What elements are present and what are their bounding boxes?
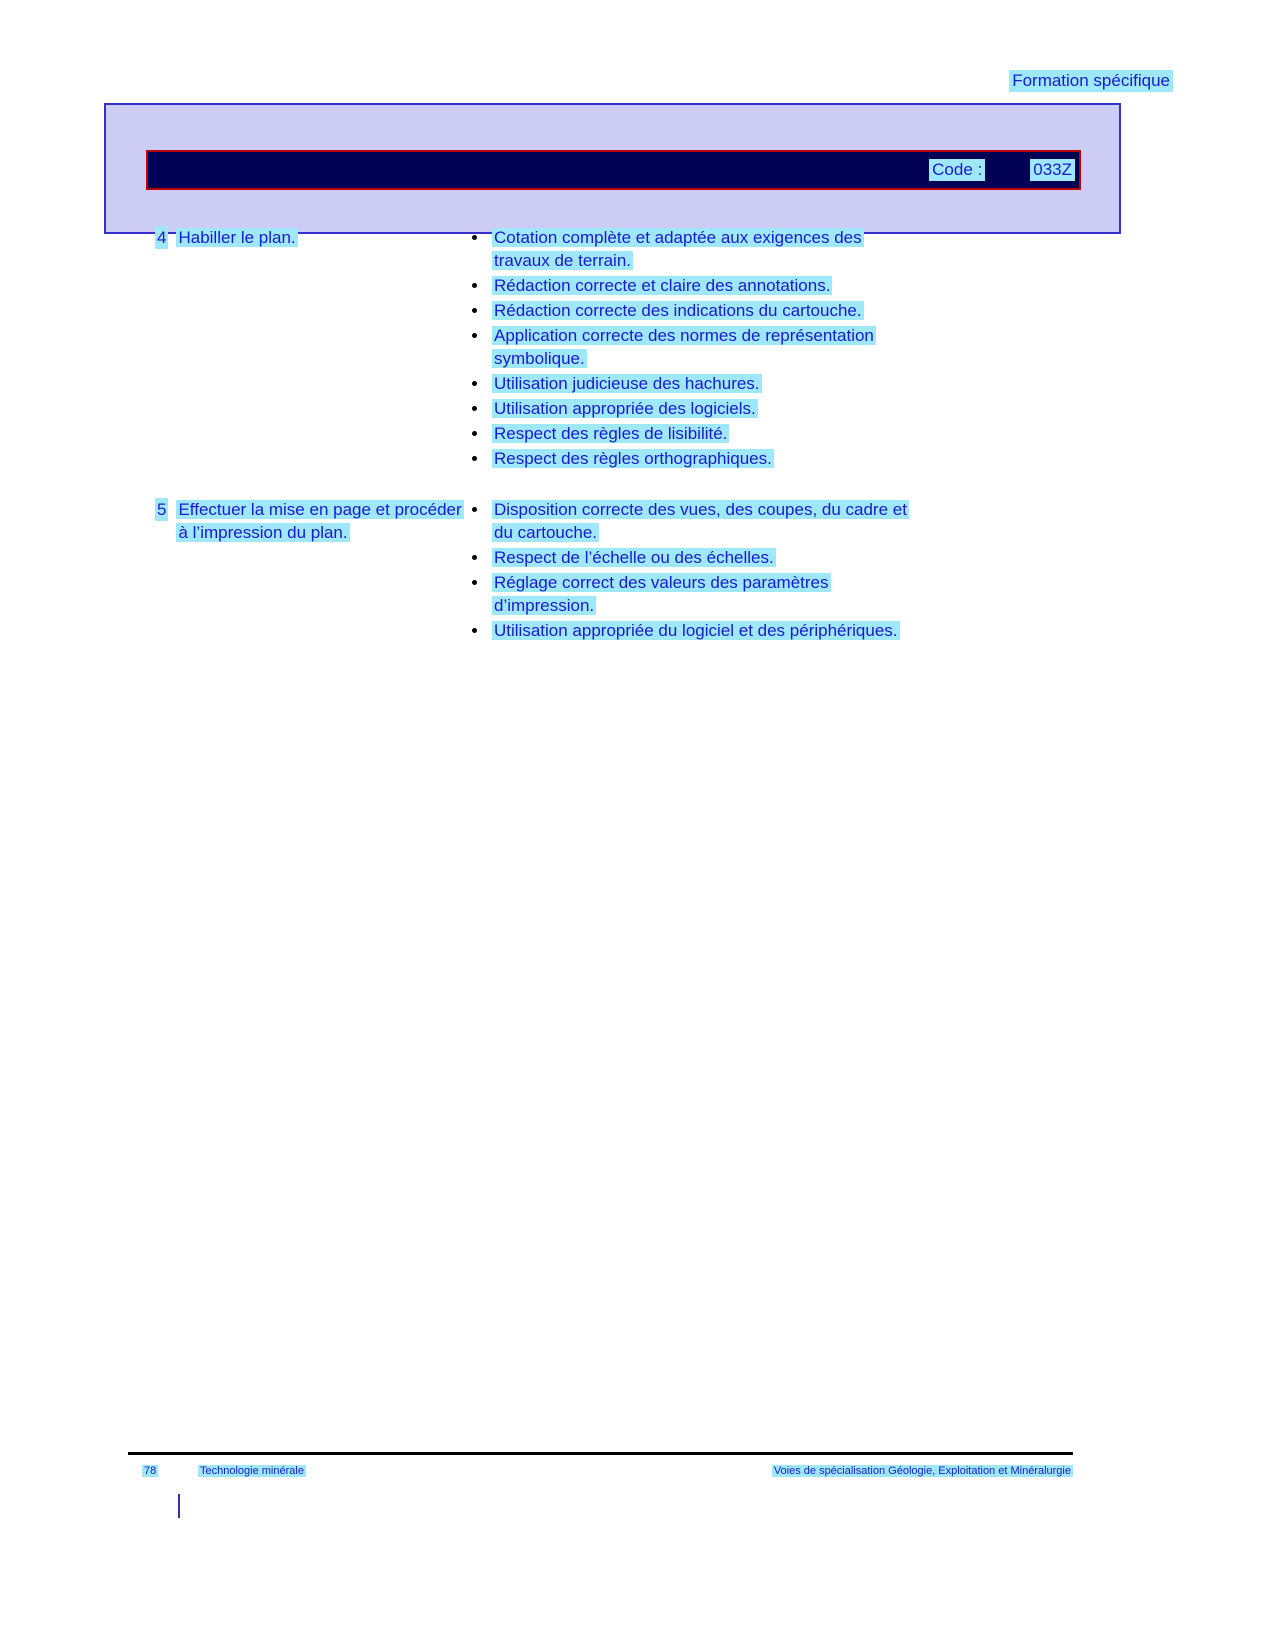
task-number: 4 — [157, 228, 167, 247]
bullet-icon — [472, 333, 477, 338]
code-value: 033Z — [1030, 159, 1075, 181]
task-cell — [0, 226, 470, 249]
code-label: Code : — [929, 159, 985, 181]
task-5 — [155, 498, 470, 544]
competency-title-bar — [146, 150, 1081, 190]
bullet-icon — [472, 628, 477, 633]
task-label: Habiller le plan. — [178, 228, 296, 247]
list-item: Respect des règles orthographiques. — [470, 447, 912, 470]
list-item: Disposition correcte des vues, des coupes, du cadre et du cartouche. — [470, 498, 912, 544]
bullet-icon — [472, 308, 477, 313]
criteria-cell — [470, 498, 1110, 644]
criteria-list-4 — [470, 226, 1110, 470]
code-group — [929, 159, 1075, 181]
list-item: Cotation complète et adaptée aux exigences des travaux de terrain. — [470, 226, 912, 272]
list-item: Rédaction correcte et claire des annotations. — [470, 274, 912, 297]
bullet-icon — [472, 381, 477, 386]
bullet-icon — [472, 580, 477, 585]
footer-divider — [128, 1452, 1073, 1455]
table-row — [0, 226, 1276, 472]
bullet-icon — [472, 456, 477, 461]
list-item: Utilisation appropriée des logiciels. — [470, 397, 912, 420]
bullet-icon — [472, 555, 477, 560]
bullet-icon — [472, 431, 477, 436]
list-item: Application correcte des normes de représentation symbolique. — [470, 324, 912, 370]
footer-program-name: Technologie minérale — [200, 1465, 304, 1477]
competency-header-panel — [104, 103, 1121, 234]
list-item: Réglage correct des valeurs des paramètres d’impression. — [470, 571, 912, 617]
list-item: Respect de l’échelle ou des échelles. — [470, 546, 912, 569]
table-row — [0, 498, 1276, 644]
footer-specialization: Voies de spécialisation Géologie, Exploitation et Minéralurgie — [773, 1465, 1071, 1477]
page-footer — [128, 1465, 1073, 1481]
task-number: 5 — [157, 500, 167, 519]
list-item: Respect des règles de lisibilité. — [470, 422, 912, 445]
text-cursor — [178, 1494, 180, 1518]
list-item: Rédaction correcte des indications du cartouche. — [470, 299, 912, 322]
footer-page-number: 78 — [144, 1465, 157, 1477]
criteria-list-5 — [470, 498, 1110, 642]
list-item: Utilisation judicieuse des hachures. — [470, 372, 912, 395]
list-item: Utilisation appropriée du logiciel et des périphériques. — [470, 619, 912, 642]
code-spacer — [985, 162, 1030, 179]
task-cell — [0, 498, 470, 544]
bullet-icon — [472, 235, 477, 240]
content-table — [0, 226, 1276, 644]
task-4 — [155, 226, 470, 249]
criteria-cell — [470, 226, 1110, 472]
header-formation-label: Formation spécifique — [1009, 70, 1173, 92]
bullet-icon — [472, 507, 477, 512]
task-label: Effectuer la mise en page et procéder à l’impression du plan. — [178, 500, 462, 542]
bullet-icon — [472, 406, 477, 411]
bullet-icon — [472, 283, 477, 288]
